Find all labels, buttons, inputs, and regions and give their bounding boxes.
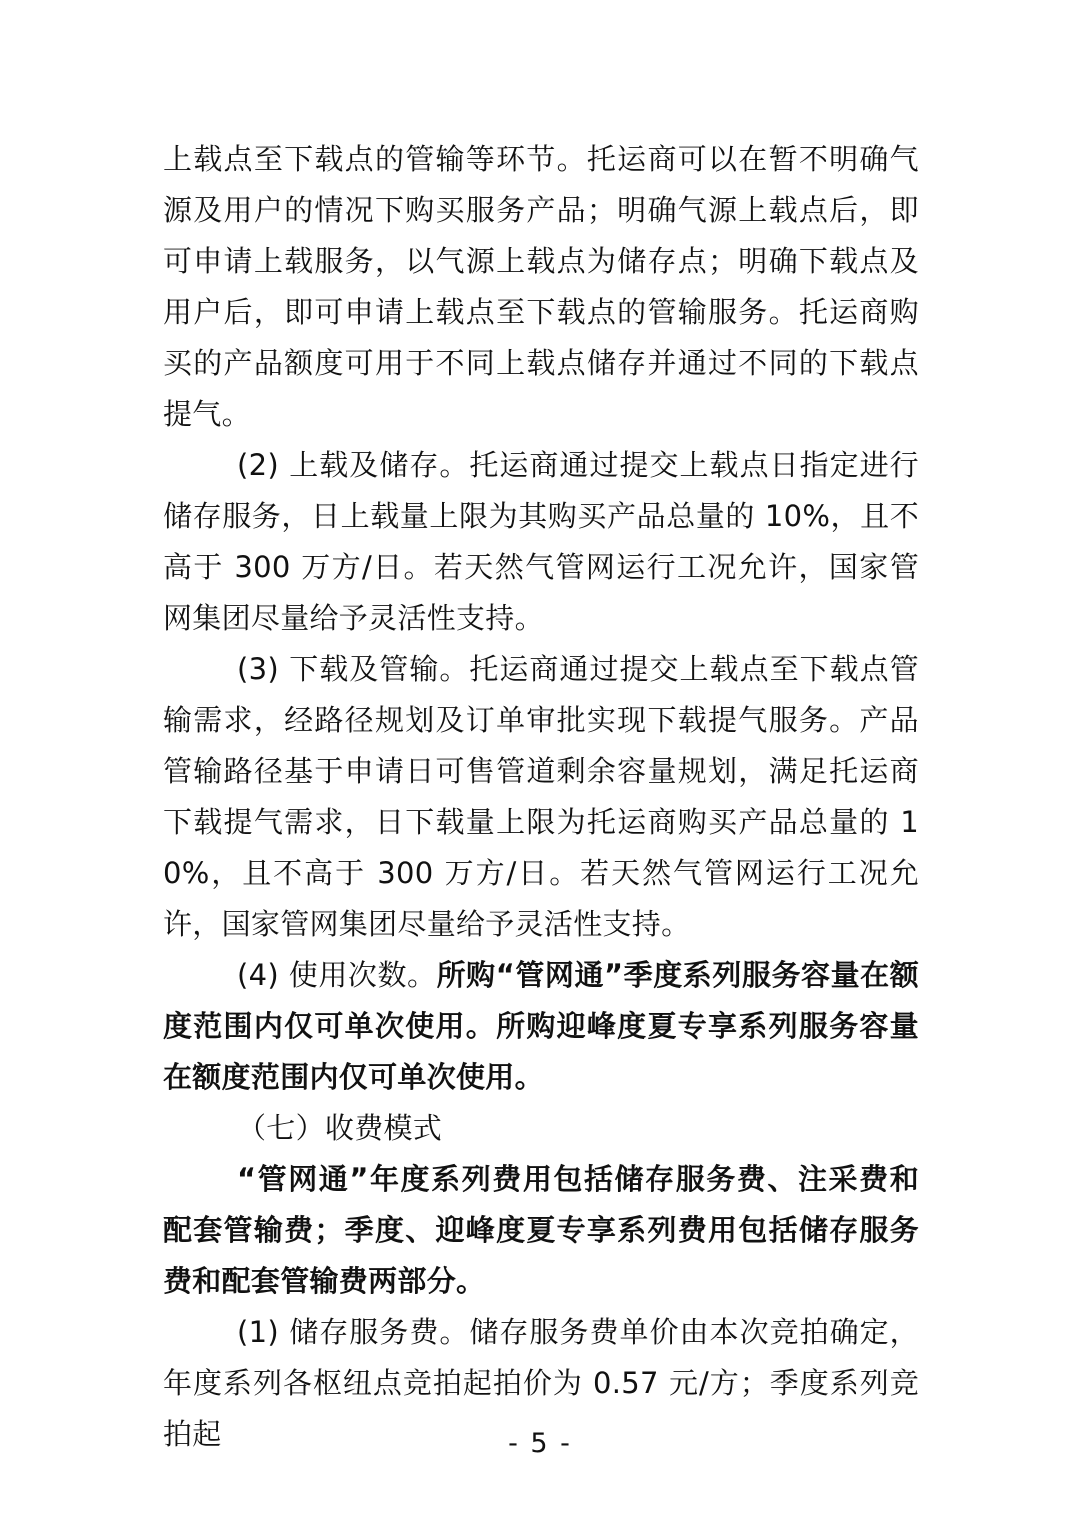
paragraph-1 xyxy=(163,134,919,440)
paragraph-fee-composition xyxy=(163,1154,919,1307)
paragraph-1-text: 上载点至下载点的管输等环节。托运商可以在暂不明确气源及用户的情况下购买服务产品；明确气源上载点后，即可申请上载服务，以气源上载点为储存点；明确下载点及用户后，即可申请上载点至下载点的管输服务。托运商购买的产品额度可用于不同上载点储存并通过不同的下载点提气。 xyxy=(163,142,919,431)
paragraph-fee-composition-text: “管网通”年度系列费用包括储存服务费、注采费和配套管输费；季度、迎峰度夏专享系列费用包括储存服务费和配套管输费两部分。 xyxy=(163,1162,919,1298)
document-body xyxy=(163,134,919,1460)
paragraph-usage-count-lead: (4) 使用次数。 xyxy=(237,958,437,992)
paragraph-download-transmission-text: (3) 下载及管输。托运商通过提交上载点至下载点管输需求，经路径规划及订单审批实现下载提气服务。产品管输路径基于申请日可售管道剩余容量规划，满足托运商下载提气需求，日下载量上限为托运商购买产品总量的 10%，且不高于 300 万方/日。若天然气管网运行工况允许，国家管网集团尽量给予灵活性支持。 xyxy=(163,652,919,941)
section-heading-fee-mode-text: （七）收费模式 xyxy=(237,1111,443,1145)
paragraph-usage-count xyxy=(163,950,919,1103)
paragraph-usage-count-bold: 所购“管网通”季度系列服务容量在额度范围内仅可单次使用。所购迎峰度夏专享系列服务容量在额度范围内仅可单次使用。 xyxy=(163,958,919,1094)
paragraph-download-transmission xyxy=(163,644,919,950)
page-number: - 5 - xyxy=(508,1428,572,1459)
paragraph-storage-fee-text: (1) 储存服务费。储存服务费单价由本次竞拍确定，年度系列各枢纽点竞拍起拍价为 0.57 元/方；季度系列竞拍起 xyxy=(163,1315,919,1451)
paragraph-upload-storage xyxy=(163,440,919,644)
paragraph-upload-storage-text: (2) 上载及储存。托运商通过提交上载点日指定进行储存服务，日上载量上限为其购买产品总量的 10%，且不高于 300 万方/日。若天然气管网运行工况允许，国家管网集团尽量给予灵活性支持。 xyxy=(163,448,919,635)
section-heading-fee-mode xyxy=(163,1103,919,1154)
